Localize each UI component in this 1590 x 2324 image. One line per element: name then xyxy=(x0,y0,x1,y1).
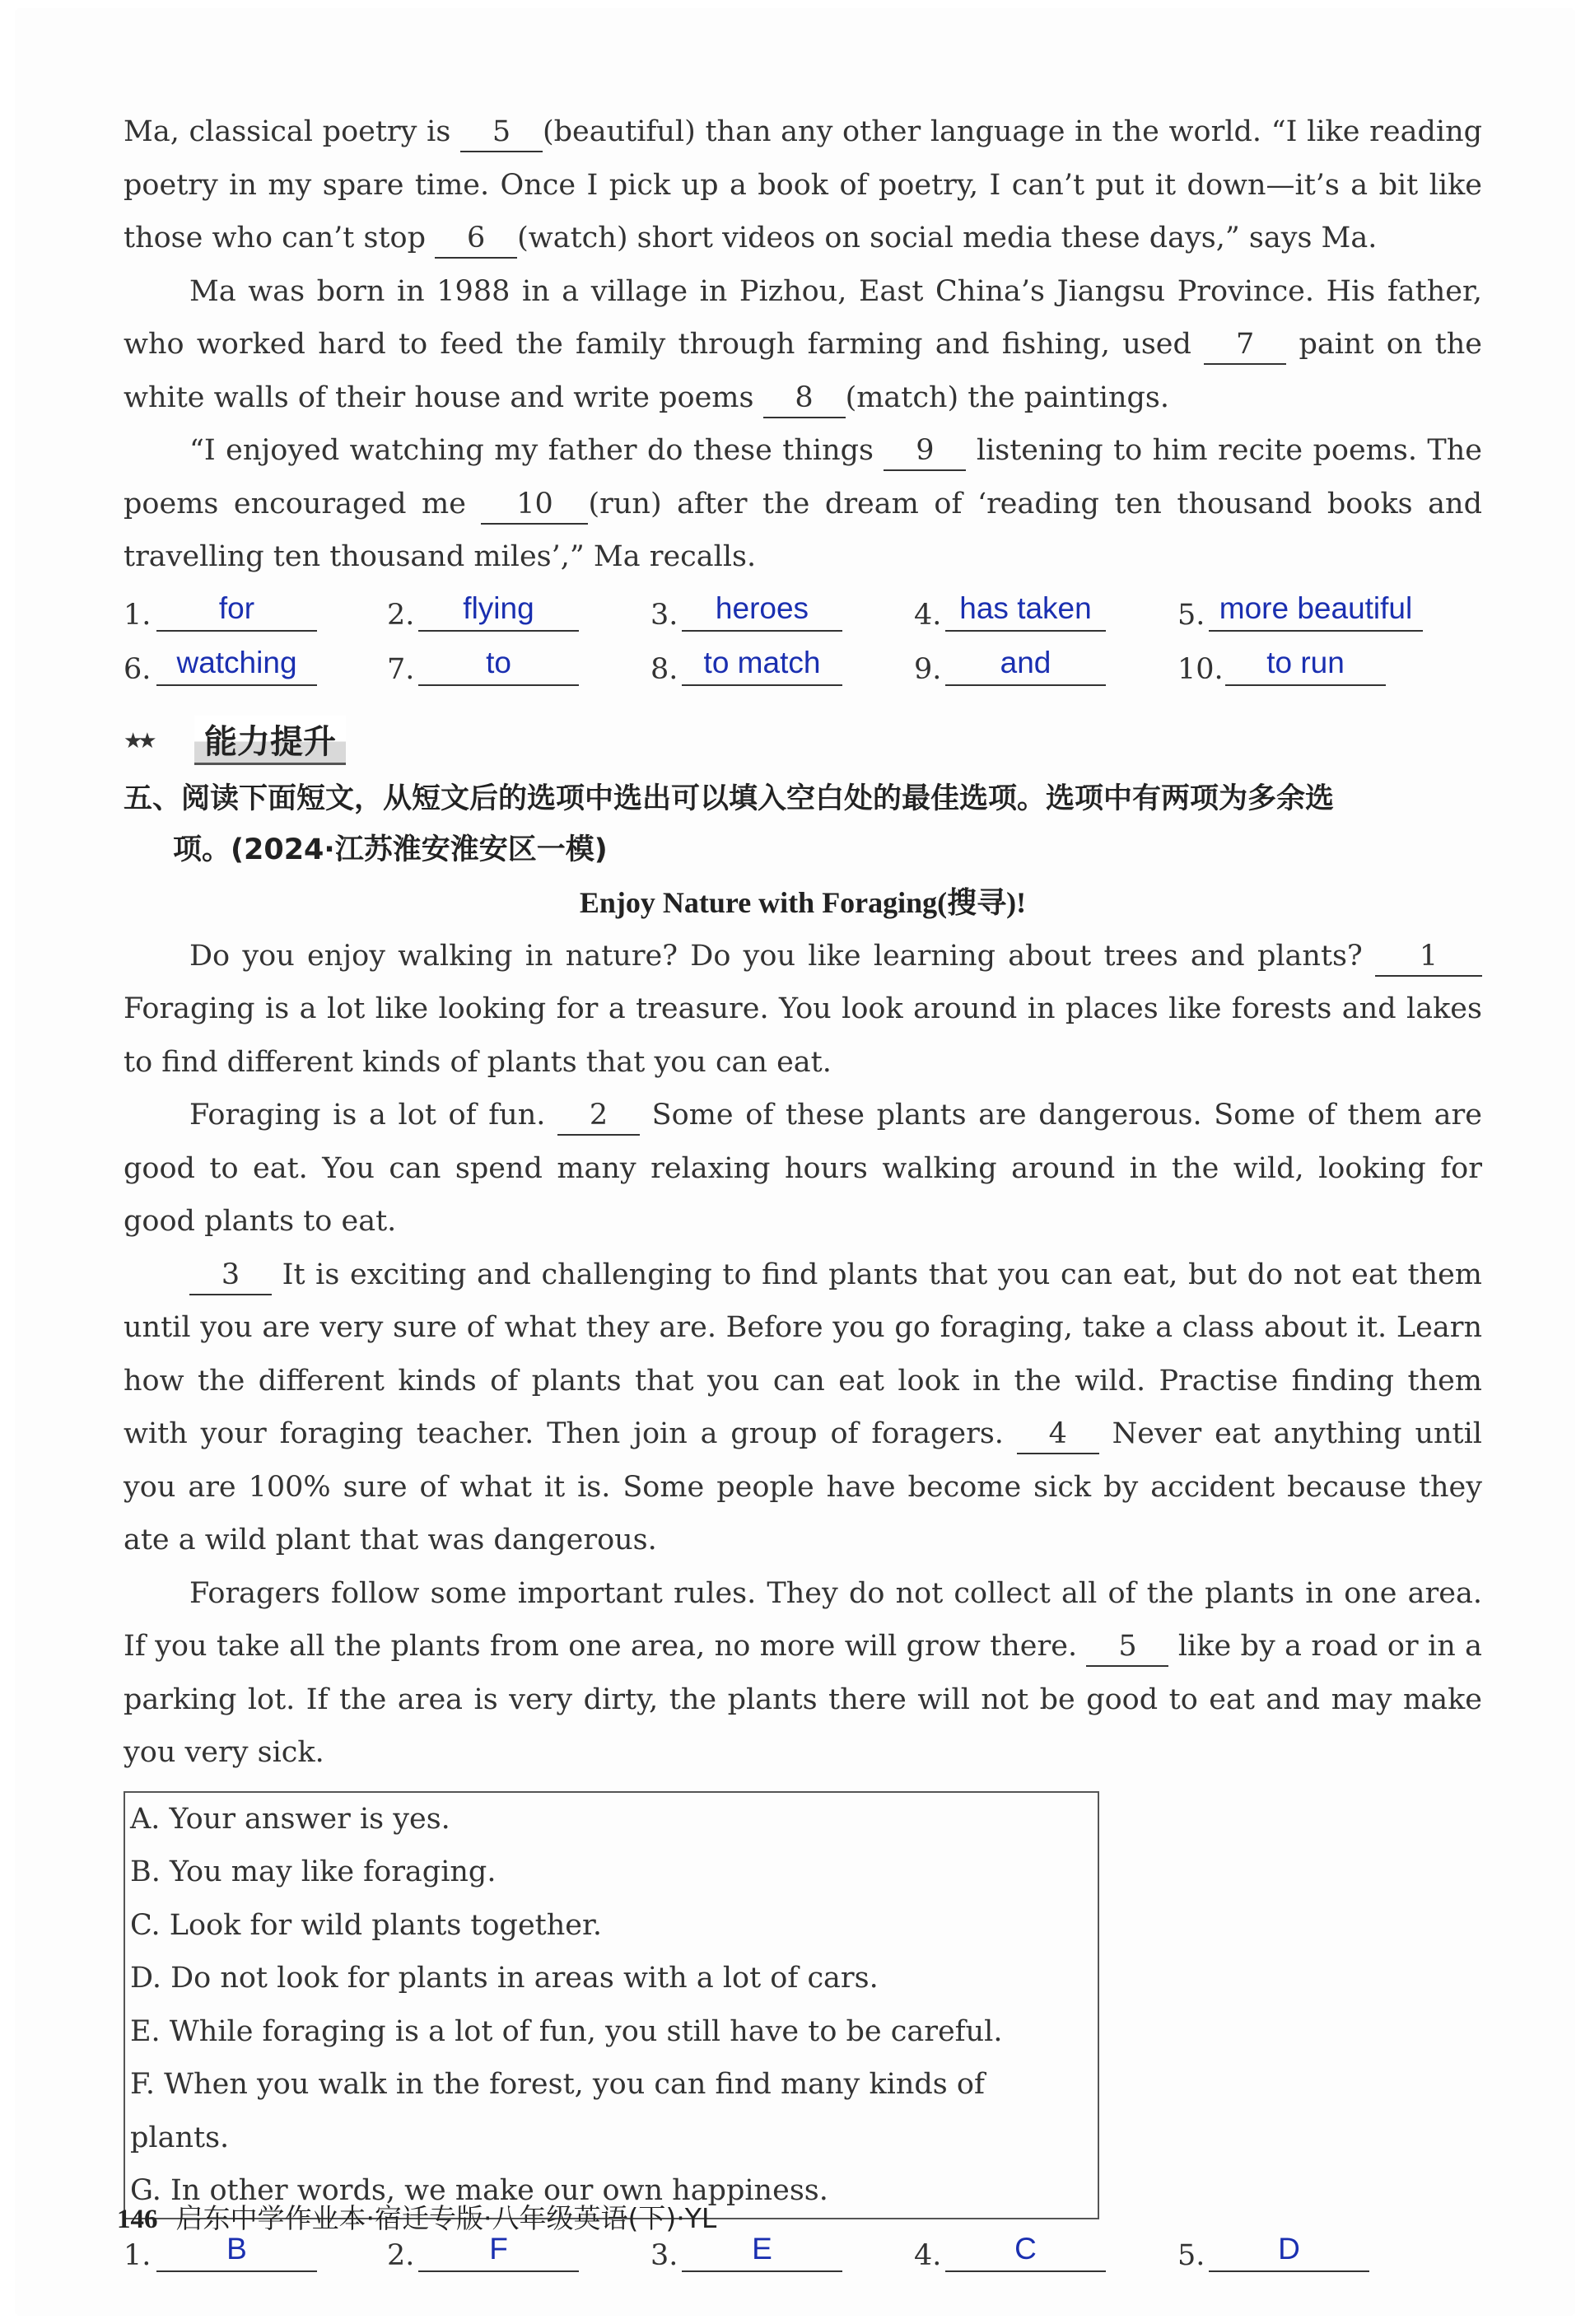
page-number: 146 xyxy=(117,2205,158,2234)
section-title: 能力提升 xyxy=(194,716,346,765)
passage1-paragraph-1: Ma, classical poetry is 5 (beautiful) than any other language in the world. “I like reading poetry in my spare time. Once I pick up a book of poetry, I can’t put it down—it’s a bit like those who can’t stop 6 (watch) short videos on social media these days,” says Ma. xyxy=(124,105,1482,265)
page-footer xyxy=(117,2197,716,2236)
blank-5[interactable]: 5 xyxy=(1086,1627,1168,1667)
answer-field[interactable]: B xyxy=(156,2226,317,2272)
section-header xyxy=(124,709,1482,773)
option-item: C. Look for wild plants together. xyxy=(130,1908,603,1942)
answer-field[interactable]: E xyxy=(682,2226,842,2272)
answer-field[interactable]: to run xyxy=(1225,640,1386,686)
answer-field[interactable]: has taken xyxy=(945,586,1106,632)
option-item: F. When you walk in the forest, you can find many kinds of plants. xyxy=(130,2068,985,2154)
passage1-paragraph-3: “I enjoyed watching my father do these things 9 listening to him recite poems. The poems encouraged me 10 (run) after the dream of ‘reading ten thousand books and travelling ten thousand miles’,” Ma recalls. xyxy=(124,424,1482,584)
answer-field[interactable]: C xyxy=(945,2226,1106,2272)
answer-row-1: 1. for 2. flying 3. heroes 4. has taken 5. more beautiful xyxy=(124,584,1482,638)
passage-title: Enjoy Nature with Foraging(搜寻)! xyxy=(579,885,1027,919)
book-title: 启东中学作业本·宿迁专版·八年级英语(下)·YL xyxy=(175,2202,717,2234)
answer-field[interactable]: and xyxy=(945,640,1106,686)
blank-5[interactable]: 5 xyxy=(460,113,543,152)
answer-row-3: 1. B 2. F 3. E 4. C 5. D xyxy=(124,2224,1482,2279)
task-instruction: 五、阅读下面短文，从短文后的选项中选出可以填入空白处的最佳选项。选项中有两项为多余选 项。(2024·江苏淮安淮安区一模) xyxy=(124,782,1335,866)
answer-field[interactable]: to match xyxy=(682,640,842,686)
answer-field[interactable]: to xyxy=(418,640,579,686)
answer-field[interactable]: flying xyxy=(418,586,579,632)
answer-field[interactable]: F xyxy=(418,2226,579,2272)
passage2-paragraph-3: 3 It is exciting and challenging to find plants that you can eat, but do not eat them until you are very sure of what they are. Before you go foraging, take a class about it. Learn how the different kinds of plants that you can eat look in the wild. Practise finding them with your foraging teacher. Then join a group of foragers. 4 Never eat anything until you are 100% sure of what it is. Some people have become sick by accident because they ate a wild plant that was dangerous. xyxy=(124,1248,1482,1567)
passage2-paragraph-4: Foragers follow some important rules. They do not collect all of the plants in one area. If you take all the plants from one area, no more will grow there. 5 like by a road or in a parking lot. If the area is very dirty, the plants there will not be good to eat and may make you very sick. xyxy=(124,1576,1482,1769)
passage1-paragraph-2: Ma was born in 1988 in a village in Pizhou, East China’s Jiangsu Province. His father, who worked hard to feed the family through farming and fishing, used 7 paint on the white walls of their house and write poems 8 (match) the paintings. xyxy=(124,265,1482,425)
answer-field[interactable]: more beautiful xyxy=(1209,586,1423,632)
options-box xyxy=(124,1791,1099,2219)
option-item: G. In other words, we make our own happiness. xyxy=(130,2174,828,2207)
worksheet-content xyxy=(124,105,1482,2279)
blank-2[interactable]: 2 xyxy=(557,1096,640,1136)
option-item: D. Do not look for plants in areas with a lot of cars. xyxy=(130,1962,879,1995)
passage2-paragraph-2: Foraging is a lot of fun. 2 Some of these plants are dangerous. Some of them are good to eat. You can spend many relaxing hours walking around in the wild, looking for good plants to eat. xyxy=(124,1089,1482,1248)
answer-field[interactable]: D xyxy=(1209,2226,1369,2272)
blank-3[interactable]: 3 xyxy=(189,1256,272,1295)
option-item: B. You may like foraging. xyxy=(130,1855,497,1888)
blank-8[interactable]: 8 xyxy=(763,379,846,418)
star-icon: ★★ xyxy=(124,728,152,754)
blank-9[interactable]: 9 xyxy=(884,432,966,471)
answer-row-2: 6. watching 7. to 8. to match 9. and 10. to run xyxy=(124,638,1482,693)
blank-4[interactable]: 4 xyxy=(1017,1415,1099,1454)
blank-6[interactable]: 6 xyxy=(435,219,517,259)
blank-10[interactable]: 10 xyxy=(481,485,588,525)
blank-1[interactable]: 1 xyxy=(1375,937,1482,977)
passage2-paragraph-1: Do you enjoy walking in nature? Do you like learning about trees and plants? 1 Foraging is a lot like looking for a treasure. You look around in places like forests and lakes to find different kinds of plants that you can eat. xyxy=(124,930,1482,1090)
answer-field[interactable]: heroes xyxy=(682,586,842,632)
option-item: E. While foraging is a lot of fun, you still have to be careful. xyxy=(130,2014,1003,2048)
answer-field[interactable]: watching xyxy=(156,640,317,686)
option-item: A. Your answer is yes. xyxy=(130,1802,450,1836)
answer-field[interactable]: for xyxy=(156,586,317,632)
blank-7[interactable]: 7 xyxy=(1204,325,1286,365)
